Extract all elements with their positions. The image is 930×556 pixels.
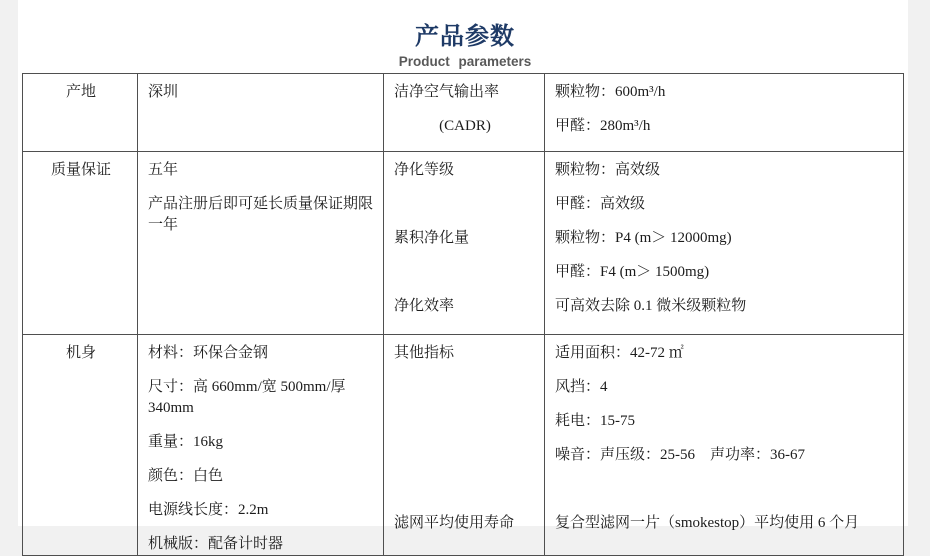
cell-line: 适用面积：42-72 ㎡ — [555, 345, 684, 361]
cell-line: 累积净化量 — [394, 230, 470, 246]
cell-line — [394, 411, 536, 432]
cell-line: 复合型滤网一片（smokestop）平均使用 6 个月 — [555, 515, 860, 531]
cell-line — [394, 377, 536, 398]
cell-line — [394, 194, 536, 215]
cell-line: 机械版：配备计时器 — [148, 536, 284, 552]
row-label — [23, 152, 138, 335]
value-cell — [545, 152, 904, 335]
cell-line: (CADR) — [439, 118, 491, 134]
cell-line: 尺寸：高 660mm/宽 500mm/厚 340mm — [148, 379, 350, 416]
cell-line — [394, 479, 536, 500]
cell-line — [394, 445, 536, 466]
cell-line: 颗粒物：600m³/h — [555, 84, 666, 100]
cell-line: 甲醛：F4 (m＞ 1500mg) — [555, 264, 710, 280]
cell-line: 电源线长度：2.2m — [148, 502, 269, 518]
cell-line: 深圳 — [148, 84, 179, 100]
value-cell — [138, 335, 384, 556]
table-row-warranty — [23, 152, 904, 335]
cell-line: 颜色：白色 — [148, 468, 224, 484]
table-row-body — [23, 335, 904, 556]
value-cell — [545, 74, 904, 152]
cell-line: 滤网平均使用寿命 — [394, 515, 515, 531]
label-text: 产地 — [65, 84, 96, 100]
table-row-origin — [23, 74, 904, 152]
row-label — [23, 335, 138, 556]
cell-line: 噪音：声压级：25-56 声功率：36-67 — [555, 447, 805, 463]
cell-line: 材料：环保合金钢 — [148, 345, 269, 361]
value-cell — [545, 335, 904, 556]
param-label-cell — [384, 152, 545, 335]
cell-line — [555, 479, 895, 500]
cell-line — [394, 262, 536, 283]
cell-line: 五年 — [148, 162, 179, 178]
cell-line: 风挡：4 — [555, 379, 608, 395]
value-cell — [138, 74, 384, 152]
param-label-cell — [384, 335, 545, 556]
cell-line: 可高效去除 0.1 微米级颗粒物 — [555, 298, 747, 314]
param-label-cell — [384, 74, 545, 152]
label-text: 质量保证 — [50, 162, 111, 178]
cell-line: 净化等级 — [394, 162, 455, 178]
page-title: 产品参数 — [415, 23, 515, 50]
cell-line: 净化效率 — [394, 298, 455, 314]
cell-line: 甲醛：280m³/h — [555, 118, 651, 134]
cell-line: 其他指标 — [394, 345, 455, 361]
page-subtitle: Product parameters — [398, 54, 532, 69]
cell-line: 颗粒物：P4 (m＞ 12000mg) — [555, 230, 732, 246]
product-parameters-table — [22, 73, 904, 556]
cell-line: 耗电：15-75 — [555, 413, 635, 429]
value-cell — [138, 152, 384, 335]
cell-line: 产品注册后即可延长质量保证期限一年 — [148, 196, 374, 233]
cell-line: 甲醛：高效级 — [555, 196, 646, 212]
row-label — [23, 74, 138, 152]
cell-line: 洁净空气输出率 — [394, 84, 500, 100]
cell-line: 重量：16kg — [148, 434, 224, 450]
cell-line: 颗粒物：高效级 — [555, 162, 661, 178]
label-text: 机身 — [65, 345, 96, 361]
page-header — [0, 0, 930, 69]
